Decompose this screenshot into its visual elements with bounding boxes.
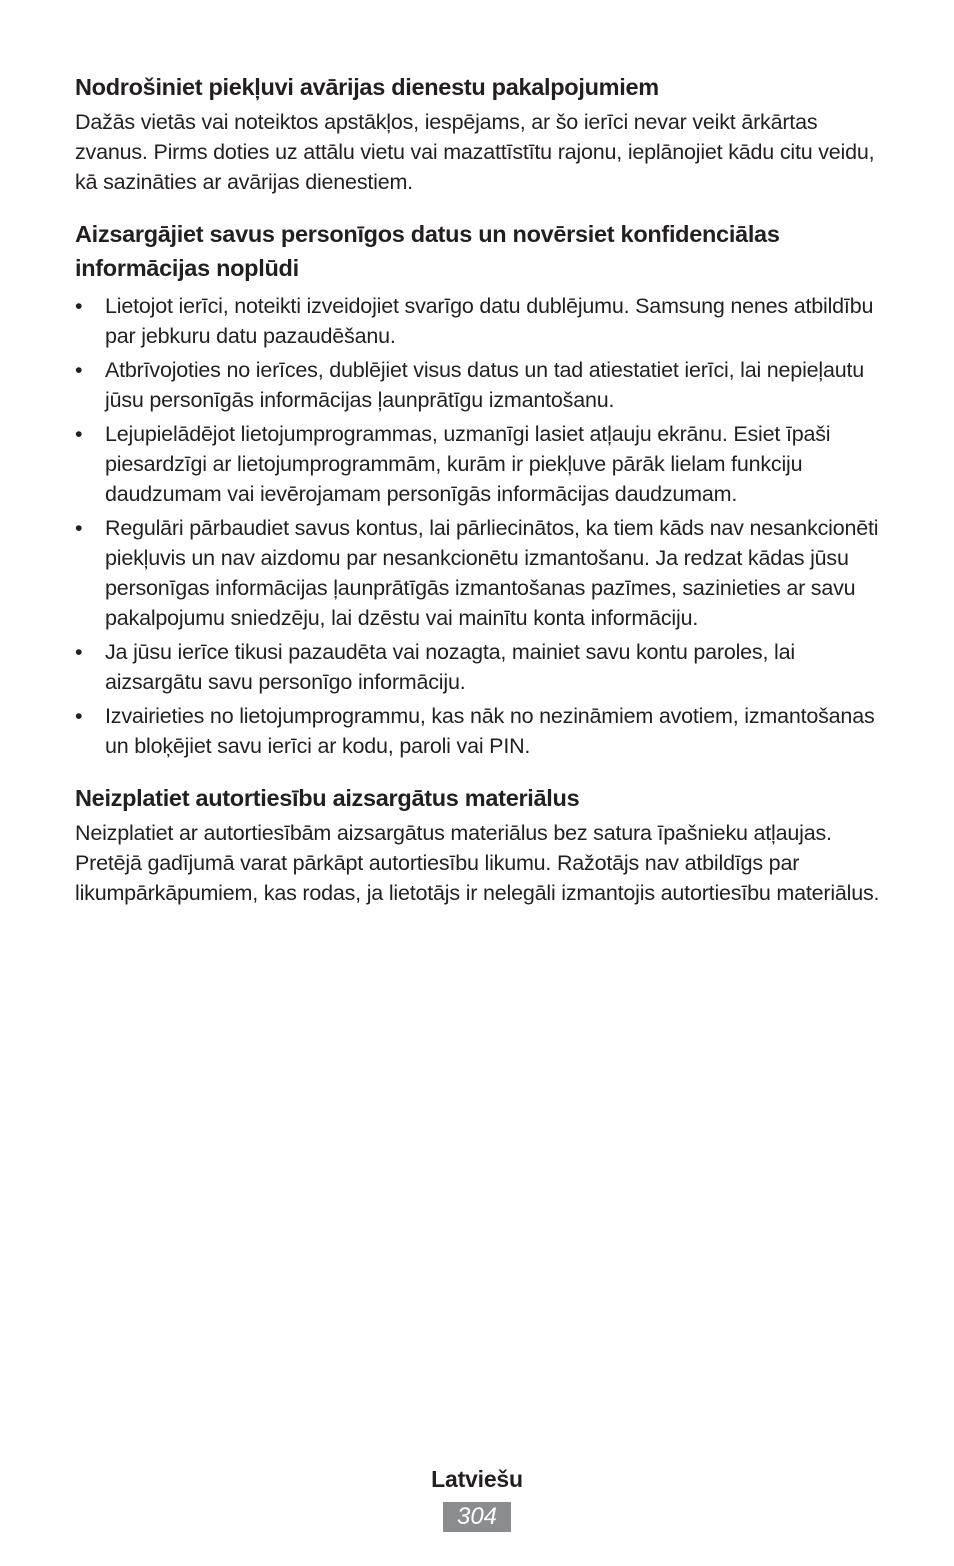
section-paragraph: Neizplatiet ar autortiesībām aizsargātus materiālus bez satura īpašnieku atļaujas. Pretējā gadījumā varat pārkāpt autortiesību likumu. Ražotājs nav atbildīgs par likumpārkāpumiem, kas rodas, ja lietotājs ir nelegāli izmantojis autortiesību materiālus. — [75, 821, 880, 905]
bullet-icon: • — [75, 422, 83, 446]
footer-language: Latviešu — [431, 1466, 523, 1492]
section-paragraph: Dažās vietās vai noteiktos apstākļos, iespējams, ar šo ierīci nevar veikt ārkārtas zvanus. Pirms doties uz attālu vietu vai mazattīstītu rajonu, ieplānojiet kādu citu veidu, kā sazināties ar avārijas dienestiem. — [75, 110, 875, 194]
bullet-icon: • — [75, 516, 83, 540]
list-item-text: Izvairieties no lietojumprogrammu, kas nāk no nezināmiem avotiem, izmantošanas un bloķējiet savu ierīci ar kodu, paroli vai PIN. — [105, 704, 875, 758]
list-item-text: Atbrīvojoties no ierīces, dublējiet visus datus un tad atiestatiet ierīci, lai nepieļautu jūsu personīgās informācijas ļaunprātīgu izmantošanu. — [105, 358, 865, 412]
bullet-icon: • — [75, 704, 83, 728]
list-item-text: Lietojot ierīci, noteikti izveidojiet svarīgo datu dublējumu. Samsung nenes atbildību par jebkuru datu pazaudēšanu. — [105, 294, 874, 348]
section-heading: Neizplatiet autortiesību aizsargātus materiālus — [75, 785, 580, 811]
bullet-icon: • — [75, 358, 83, 382]
bullet-list — [75, 291, 883, 761]
list-item — [75, 637, 883, 697]
page-number: 304 — [443, 1502, 511, 1532]
section-copyright — [75, 781, 883, 908]
section-heading: Aizsargājiet savus personīgos datus un novērsiet konfidenciālas informācijas noplūdi — [75, 221, 780, 281]
section-emergency-services — [75, 70, 883, 197]
list-item-text: Regulāri pārbaudiet savus kontus, lai pārliecinātos, ka tiem kāds nav nesankcionēti piekļuvis un nav aizdomu par nesankcionētu izmantošanu. Ja redzat kādas jūsu personīgas informācijas ļaunprātīgās izmantošanas pazīmes, sazinieties ar savu pakalpojumu sniedzēju, lai dzēstu vai mainītu konta informāciju. — [105, 516, 879, 630]
list-item — [75, 419, 883, 509]
section-personal-data — [75, 217, 883, 761]
bullet-icon: • — [75, 294, 83, 318]
section-heading: Nodrošiniet piekļuvi avārijas dienestu pakalpojumiem — [75, 74, 659, 100]
bullet-icon: • — [75, 640, 83, 664]
page-footer — [0, 1462, 954, 1532]
list-item — [75, 291, 883, 351]
list-item — [75, 513, 883, 633]
list-item — [75, 701, 883, 761]
page-content — [75, 70, 883, 928]
list-item-text: Ja jūsu ierīce tikusi pazaudēta vai nozagta, mainiet savu kontu paroles, lai aizsargātu savu personīgo informāciju. — [105, 640, 795, 694]
list-item — [75, 355, 883, 415]
list-item-text: Lejupielādējot lietojumprogrammas, uzmanīgi lasiet atļauju ekrānu. Esiet īpaši piesardzīgi ar lietojumprogrammām, kurām ir piekļuve pārāk lielam funkciju daudzumam vai ievērojamam personīgās informācijas daudzumam. — [105, 422, 831, 506]
